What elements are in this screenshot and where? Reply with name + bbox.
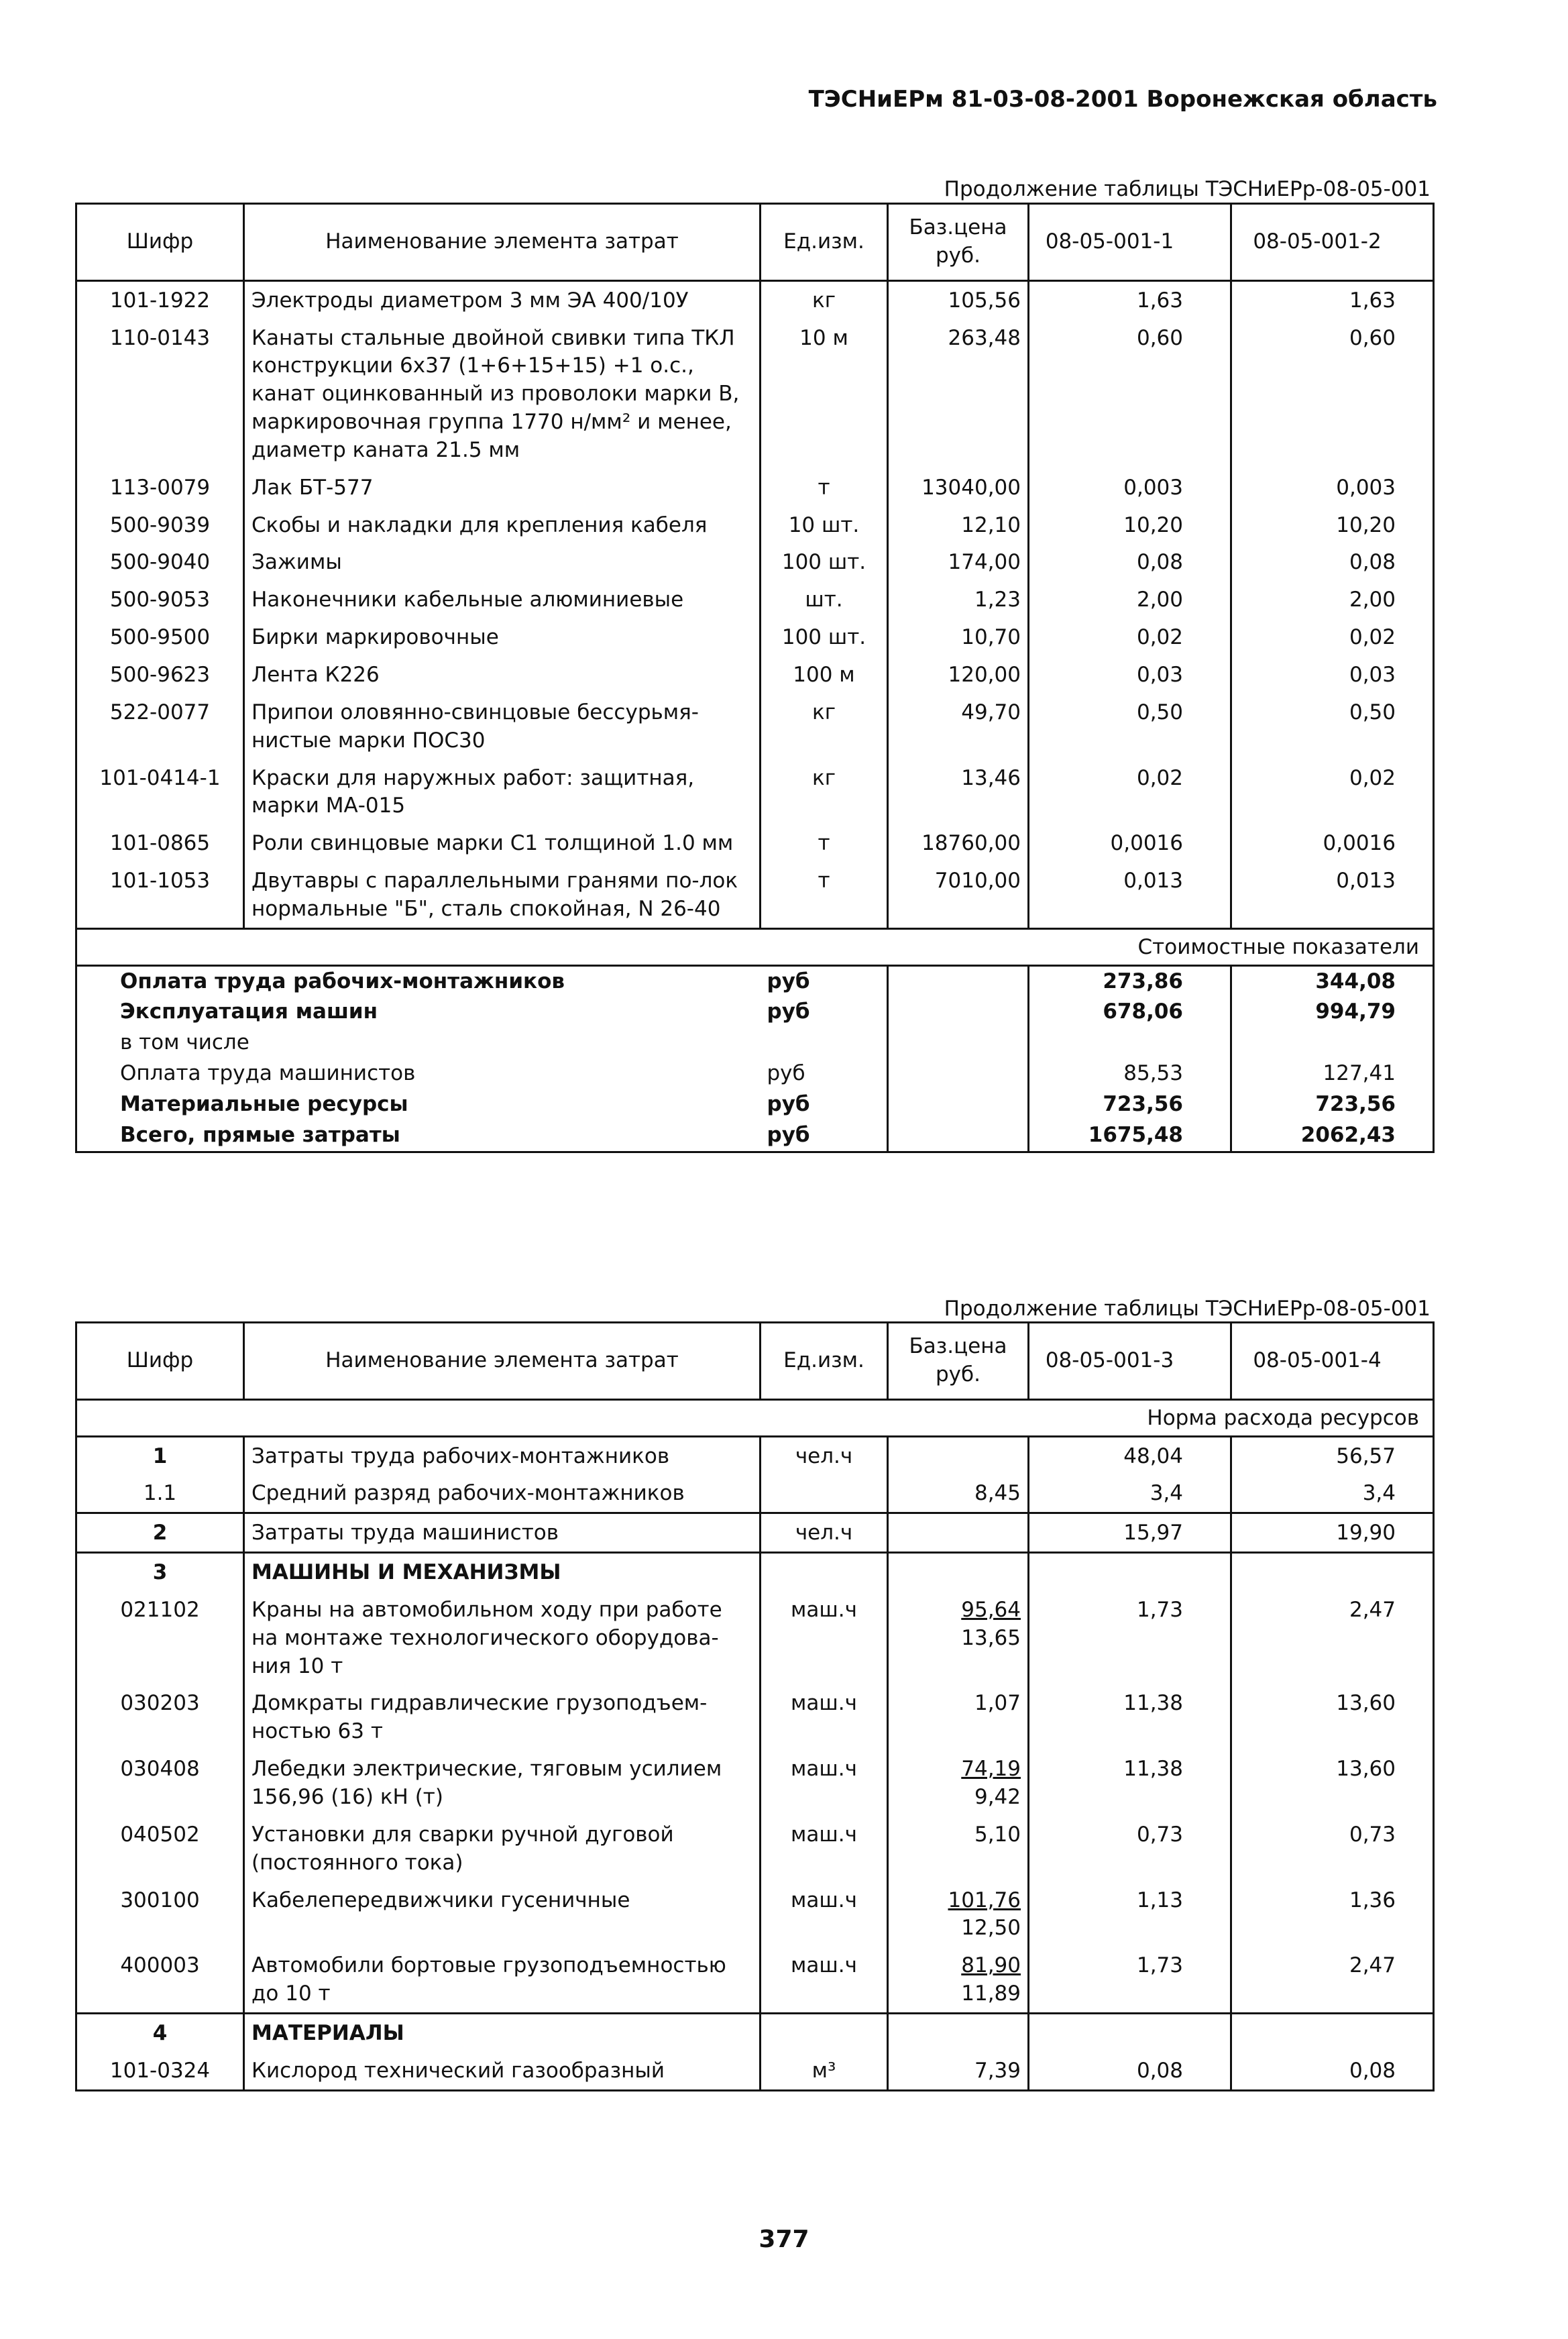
base-price: 7,39 bbox=[888, 2052, 1029, 2090]
unit bbox=[761, 1474, 888, 1513]
col-price-header: Баз.цена руб. bbox=[888, 1323, 1029, 1400]
table-row bbox=[76, 2013, 1434, 2051]
col-norm2-header: 08-05-001-4 bbox=[1231, 1323, 1434, 1400]
resource-code: 101-0865 bbox=[109, 831, 211, 856]
norm-value-2: 56,57 bbox=[1336, 1444, 1396, 1468]
norm-value-1: 0,02 bbox=[1029, 759, 1231, 825]
cost-row bbox=[76, 965, 1434, 997]
base-price: 49,70 bbox=[888, 694, 1029, 759]
unit: кг bbox=[761, 280, 888, 319]
resource-table-2 bbox=[75, 1321, 1435, 2091]
resource-name: Домкраты гидравлические грузоподъем-ностью 63 т bbox=[244, 1684, 761, 1750]
base-price bbox=[888, 1436, 1029, 1474]
page-number: 377 bbox=[759, 2226, 809, 2253]
base-price: 7010,00 bbox=[888, 862, 1029, 928]
resource-code: 110-0143 bbox=[109, 325, 211, 350]
cost-value-1: 273,86 bbox=[1029, 965, 1231, 997]
resource-code: 040502 bbox=[120, 1822, 200, 1847]
resource-name: Припои оловянно-свинцовые бессурьмя-нистые марки ПОС30 bbox=[244, 694, 761, 759]
norm-value-2: 0,08 bbox=[1349, 2058, 1396, 2083]
table1-caption: Продолжение таблицы ТЭСНиЕРр-08-05-001 bbox=[944, 177, 1431, 201]
resource-name: Электроды диаметром 3 мм ЭА 400/10У bbox=[244, 280, 761, 319]
resource-name: Двутавры с параллельными гранями по-лок нормальные "Б", сталь спокойная, N 26-40 bbox=[244, 862, 761, 928]
resource-code: 500-9623 bbox=[109, 662, 211, 687]
cost-value-1: 1675,48 bbox=[1029, 1120, 1231, 1152]
norm-value-1: 1,63 bbox=[1029, 280, 1231, 319]
cost-unit: руб bbox=[761, 965, 888, 997]
resource-name: Затраты труда машинистов bbox=[244, 1513, 761, 1553]
resource-code: 522-0077 bbox=[109, 700, 211, 724]
unit: т bbox=[761, 469, 888, 506]
table-row bbox=[76, 506, 1434, 544]
unit: 100 м bbox=[761, 656, 888, 694]
table-row bbox=[76, 618, 1434, 656]
unit: 10 шт. bbox=[761, 506, 888, 544]
unit: кг bbox=[761, 694, 888, 759]
norm-value-2: 0,08 bbox=[1349, 550, 1396, 575]
norm-value-1: 10,20 bbox=[1029, 506, 1231, 544]
norm-value-2: 10,20 bbox=[1336, 512, 1396, 537]
table-row bbox=[76, 1513, 1434, 1553]
cost-value-2: 723,56 bbox=[1315, 1091, 1396, 1116]
cost-name: в том числе bbox=[120, 1030, 249, 1055]
cost-section-header bbox=[76, 928, 1434, 965]
resource-name: Затраты труда рабочих-монтажников bbox=[244, 1436, 761, 1474]
unit: 100 шт. bbox=[761, 543, 888, 581]
table-row bbox=[76, 469, 1434, 506]
base-price: 18760,00 bbox=[888, 824, 1029, 862]
resource-name: Автомобили бортовые грузоподъемностью до 10 т bbox=[244, 1947, 761, 2013]
col-norm2-header: 08-05-001-2 bbox=[1231, 204, 1434, 281]
norm-value-1: 0,73 bbox=[1029, 1816, 1231, 1882]
cost-unit: руб bbox=[761, 1089, 888, 1120]
cost-value-2: 344,08 bbox=[1315, 969, 1396, 993]
norm-value-1: 1,13 bbox=[1029, 1882, 1231, 1947]
resource-code: 500-9040 bbox=[109, 550, 211, 575]
col-price-header: Баз.цена руб. bbox=[888, 204, 1029, 281]
base-price bbox=[888, 1882, 1029, 1947]
col-unit-header: Ед.изм. bbox=[761, 204, 888, 281]
norm-value-1: 3,4 bbox=[1029, 1474, 1231, 1513]
unit: т bbox=[761, 824, 888, 862]
norm-value-1: 0,08 bbox=[1029, 2052, 1231, 2090]
norm-value-2: 0,02 bbox=[1349, 765, 1396, 790]
unit bbox=[761, 2013, 888, 2051]
table-row bbox=[76, 1947, 1434, 2013]
cost-empty bbox=[888, 1120, 1029, 1152]
resource-code: 3 bbox=[76, 1553, 244, 1591]
resource-name: Бирки маркировочные bbox=[244, 618, 761, 656]
norm-value-1: 48,04 bbox=[1029, 1436, 1231, 1474]
cost-value-2 bbox=[1231, 1028, 1434, 1058]
norm-value-1: 11,38 bbox=[1029, 1684, 1231, 1750]
cost-row bbox=[76, 1120, 1434, 1152]
norm-value-1: 2,00 bbox=[1029, 581, 1231, 618]
base-price-total: 101,76 bbox=[948, 1888, 1021, 1912]
col-norm1-header: 08-05-001-1 bbox=[1029, 204, 1231, 281]
cost-empty bbox=[888, 965, 1029, 997]
cost-name: Оплата труда машинистов bbox=[120, 1061, 416, 1086]
col-name-header: Наименование элемента затрат bbox=[244, 1323, 761, 1400]
cost-row bbox=[76, 1028, 1434, 1058]
norm-value-2 bbox=[1231, 1553, 1434, 1591]
col-unit-header: Ед.изм. bbox=[761, 1323, 888, 1400]
cost-unit: руб bbox=[761, 997, 888, 1028]
unit: кг bbox=[761, 759, 888, 825]
norm-value-1: 0,08 bbox=[1029, 543, 1231, 581]
norm-value-2: 3,4 bbox=[1362, 1481, 1396, 1506]
unit: маш.ч bbox=[761, 1684, 888, 1750]
norm-value-2 bbox=[1231, 2013, 1434, 2051]
unit: маш.ч bbox=[761, 1750, 888, 1816]
norm-value-2: 0,003 bbox=[1336, 475, 1396, 500]
resource-name: Лента К226 bbox=[244, 656, 761, 694]
col-name-header: Наименование элемента затрат bbox=[244, 204, 761, 281]
norm-value-1: 0,0016 bbox=[1029, 824, 1231, 862]
table-row bbox=[76, 1750, 1434, 1816]
norm-section-header bbox=[76, 1399, 1434, 1436]
unit: маш.ч bbox=[761, 1882, 888, 1947]
resource-name: Роли свинцовые марки С1 толщиной 1.0 мм bbox=[244, 824, 761, 862]
cost-row bbox=[76, 1058, 1434, 1089]
base-price: 13,46 bbox=[888, 759, 1029, 825]
table-row bbox=[76, 2052, 1434, 2090]
base-price bbox=[888, 1553, 1029, 1591]
norm-value-1 bbox=[1029, 2013, 1231, 2051]
cost-name: Всего, прямые затраты bbox=[120, 1122, 400, 1147]
cost-name: Оплата труда рабочих-монтажников bbox=[120, 969, 565, 993]
norm-value-1: 1,73 bbox=[1029, 1591, 1231, 1685]
table-row bbox=[76, 1684, 1434, 1750]
cost-row bbox=[76, 997, 1434, 1028]
cost-unit: руб bbox=[761, 1058, 888, 1089]
resource-name: Канаты стальные двойной свивки типа ТКЛ конструкции 6х37 (1+6+15+15) +1 о.с., канат оцинкованный из проволоки марки В, маркировочная группа 1770 н/мм² и менее, диаметр каната 21.5 мм bbox=[244, 319, 761, 469]
table2-caption: Продолжение таблицы ТЭСНиЕРр-08-05-001 bbox=[944, 1297, 1431, 1321]
unit: т bbox=[761, 862, 888, 928]
unit: маш.ч bbox=[761, 1947, 888, 2013]
col-code-header: Шифр bbox=[76, 1323, 244, 1400]
base-price: 5,10 bbox=[888, 1816, 1029, 1882]
norm-value-2: 1,36 bbox=[1349, 1888, 1396, 1912]
resource-code: 1 bbox=[152, 1444, 168, 1468]
norm-value-1: 0,02 bbox=[1029, 618, 1231, 656]
table-row bbox=[76, 862, 1434, 928]
base-price: 10,70 bbox=[888, 618, 1029, 656]
base-price-total: 81,90 bbox=[961, 1953, 1021, 1978]
resource-code: 101-0324 bbox=[109, 2058, 211, 2083]
resource-code: 1.1 bbox=[143, 1481, 177, 1506]
base-price-wages: 9,42 bbox=[974, 1784, 1021, 1809]
norm-value-2: 2,47 bbox=[1349, 1597, 1396, 1622]
table-row bbox=[76, 581, 1434, 618]
resource-code: 101-1922 bbox=[109, 288, 211, 313]
norm-value-1: 0,003 bbox=[1029, 469, 1231, 506]
cost-empty bbox=[888, 997, 1029, 1028]
base-price: 12,10 bbox=[888, 506, 1029, 544]
table-row bbox=[76, 1436, 1434, 1474]
norm-value-2: 0,03 bbox=[1349, 662, 1396, 687]
cost-value-1: 678,06 bbox=[1029, 997, 1231, 1028]
resource-name: Кислород технический газообразный bbox=[244, 2052, 761, 2090]
unit: м³ bbox=[761, 2052, 888, 2090]
cost-name: Эксплуатация машин bbox=[120, 999, 378, 1024]
unit: шт. bbox=[761, 581, 888, 618]
norm-value-1: 0,50 bbox=[1029, 694, 1231, 759]
base-price bbox=[888, 1750, 1029, 1816]
unit: маш.ч bbox=[761, 1816, 888, 1882]
resource-name: Наконечники кабельные алюминиевые bbox=[244, 581, 761, 618]
resource-name: МАШИНЫ И МЕХАНИЗМЫ bbox=[244, 1553, 761, 1591]
cost-name: Материальные ресурсы bbox=[120, 1091, 408, 1116]
norm-value-1 bbox=[1029, 1553, 1231, 1591]
norm-value-2: 1,63 bbox=[1349, 288, 1396, 313]
cost-value-1: 85,53 bbox=[1029, 1058, 1231, 1089]
base-price bbox=[888, 1513, 1029, 1553]
resource-name: Средний разряд рабочих-монтажников bbox=[244, 1474, 761, 1513]
norm-value-2: 2,47 bbox=[1349, 1953, 1396, 1978]
header-row bbox=[76, 204, 1434, 281]
resource-code: 500-9039 bbox=[109, 512, 211, 537]
table-row bbox=[76, 1553, 1434, 1591]
base-price-total: 74,19 bbox=[961, 1757, 1021, 1782]
resource-code: 400003 bbox=[120, 1953, 200, 1978]
resource-name: МАТЕРИАЛЫ bbox=[244, 2013, 761, 2051]
norm-value-2: 2,00 bbox=[1349, 588, 1396, 612]
page-header: ТЭСНиЕРм 81-03-08-2001 Воронежская область bbox=[808, 86, 1437, 113]
resource-code: 500-9500 bbox=[109, 625, 211, 650]
unit: 100 шт. bbox=[761, 618, 888, 656]
base-price-wages: 11,89 bbox=[961, 1981, 1021, 2006]
resource-name: Кабелепередвижчики гусеничные bbox=[244, 1882, 761, 1947]
base-price-wages: 13,65 bbox=[961, 1625, 1021, 1650]
resource-name: Зажимы bbox=[244, 543, 761, 581]
unit: чел.ч bbox=[761, 1436, 888, 1474]
table-row bbox=[76, 1474, 1434, 1513]
resource-name: Лебедки электрические, тяговым усилием 156,96 (16) кН (т) bbox=[244, 1750, 761, 1816]
resource-name: Краны на автомобильном ходу при работе на монтаже технологического оборудова-ния 10 т bbox=[244, 1591, 761, 1685]
unit: маш.ч bbox=[761, 1591, 888, 1685]
resource-code: 4 bbox=[76, 2013, 244, 2051]
resource-table-1 bbox=[75, 203, 1435, 1153]
norm-value-1: 1,73 bbox=[1029, 1947, 1231, 2013]
norm-value-2: 0,60 bbox=[1349, 325, 1396, 350]
unit: чел.ч bbox=[761, 1513, 888, 1553]
cost-unit bbox=[761, 1028, 888, 1058]
table-row bbox=[76, 694, 1434, 759]
cost-empty bbox=[888, 1089, 1029, 1120]
base-price: 8,45 bbox=[888, 1474, 1029, 1513]
resource-name: Краски для наружных работ: защитная, марки МА-015 bbox=[244, 759, 761, 825]
table-row bbox=[76, 319, 1434, 469]
cost-section-header-label: Стоимостные показатели bbox=[76, 928, 1434, 965]
col-norm1-header: 08-05-001-3 bbox=[1029, 1323, 1231, 1400]
resource-code: 021102 bbox=[120, 1597, 200, 1622]
resource-code: 030203 bbox=[120, 1691, 200, 1716]
base-price: 1,07 bbox=[888, 1684, 1029, 1750]
base-price bbox=[888, 1947, 1029, 2013]
base-price bbox=[888, 1591, 1029, 1685]
base-price: 13040,00 bbox=[888, 469, 1029, 506]
base-price: 263,48 bbox=[888, 319, 1029, 469]
col-code-header: Шифр bbox=[76, 204, 244, 281]
base-price: 174,00 bbox=[888, 543, 1029, 581]
norm-value-1: 0,013 bbox=[1029, 862, 1231, 928]
table-row bbox=[76, 280, 1434, 319]
norm-value-2: 0,02 bbox=[1349, 625, 1396, 650]
cost-value-2: 994,79 bbox=[1315, 999, 1396, 1024]
norm-value-2: 0,73 bbox=[1349, 1822, 1396, 1847]
norm-section-header-label: Норма расхода ресурсов bbox=[76, 1399, 1434, 1436]
table-row bbox=[76, 759, 1434, 825]
resource-code: 300100 bbox=[120, 1888, 200, 1912]
header-row bbox=[76, 1323, 1434, 1400]
cost-row bbox=[76, 1089, 1434, 1120]
cost-value-1: 723,56 bbox=[1029, 1089, 1231, 1120]
resource-code: 101-1053 bbox=[76, 862, 244, 928]
table-row bbox=[76, 1882, 1434, 1947]
cost-empty bbox=[888, 1028, 1029, 1058]
norm-value-2: 0,50 bbox=[1349, 700, 1396, 724]
resource-name: Установки для сварки ручной дуговой (постоянного тока) bbox=[244, 1816, 761, 1882]
norm-value-2: 0,0016 bbox=[1323, 831, 1396, 856]
resource-code: 113-0079 bbox=[109, 475, 211, 500]
table-row bbox=[76, 656, 1434, 694]
resource-name: Лак БТ-577 bbox=[244, 469, 761, 506]
base-price bbox=[888, 2013, 1029, 2051]
resource-code: 500-9053 bbox=[109, 588, 211, 612]
resource-code: 2 bbox=[76, 1513, 244, 1553]
table-row bbox=[76, 1816, 1434, 1882]
norm-value-2: 0,013 bbox=[1231, 862, 1434, 928]
norm-value-2: 13,60 bbox=[1336, 1757, 1396, 1782]
norm-value-1: 0,60 bbox=[1029, 319, 1231, 469]
norm-value-1: 11,38 bbox=[1029, 1750, 1231, 1816]
norm-value-2: 13,60 bbox=[1336, 1691, 1396, 1716]
norm-value-2: 19,90 bbox=[1231, 1513, 1434, 1553]
norm-value-1: 15,97 bbox=[1029, 1513, 1231, 1553]
resource-code: 101-0414-1 bbox=[99, 765, 221, 790]
cost-unit: руб bbox=[761, 1120, 888, 1152]
cost-value-1 bbox=[1029, 1028, 1231, 1058]
table-row bbox=[76, 1591, 1434, 1685]
resource-code: 030408 bbox=[120, 1757, 200, 1782]
table-row bbox=[76, 543, 1434, 581]
unit: 10 м bbox=[761, 319, 888, 469]
cost-value-2: 2062,43 bbox=[1300, 1122, 1396, 1147]
base-price-total: 95,64 bbox=[961, 1597, 1021, 1622]
cost-empty bbox=[888, 1058, 1029, 1089]
base-price-wages: 12,50 bbox=[961, 1916, 1021, 1941]
table-row bbox=[76, 824, 1434, 862]
unit bbox=[761, 1553, 888, 1591]
cost-value-2: 127,41 bbox=[1323, 1061, 1396, 1086]
base-price: 105,56 bbox=[888, 280, 1029, 319]
base-price: 120,00 bbox=[888, 656, 1029, 694]
base-price: 1,23 bbox=[888, 581, 1029, 618]
norm-value-1: 0,03 bbox=[1029, 656, 1231, 694]
resource-name: Скобы и накладки для крепления кабеля bbox=[244, 506, 761, 544]
